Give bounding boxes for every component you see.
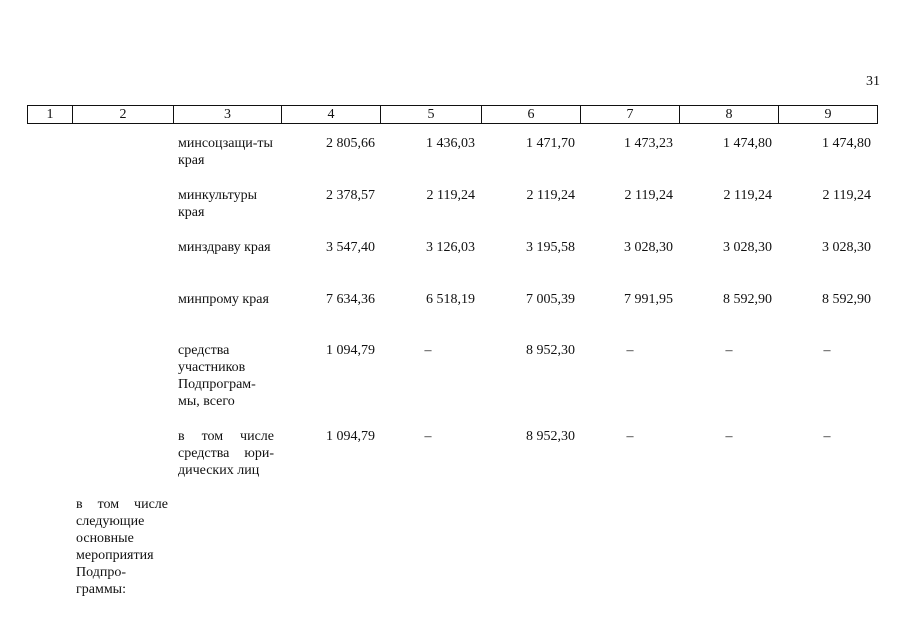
header-col-8: 8 [680, 106, 779, 123]
cell-col-4: 1 094,79 [326, 429, 375, 444]
cell-col-5: 1 436,03 [426, 136, 475, 151]
cell-col-9: 2 119,24 [822, 188, 871, 203]
header-col-6: 6 [482, 106, 581, 123]
cell-col-8: 2 119,24 [723, 188, 772, 203]
cell-col-7: – [626, 343, 634, 358]
cell-col-7: 2 119,24 [624, 188, 673, 203]
cell-col-4: 3 547,40 [326, 240, 375, 255]
cell-col-9: 3 028,30 [822, 240, 871, 255]
cell-col-5: 3 126,03 [426, 240, 475, 255]
cell-col-4: 2 805,66 [326, 136, 375, 151]
row-label: минпрому края [178, 292, 269, 307]
cell-col-7: 1 473,23 [624, 136, 673, 151]
header-col-3: 3 [174, 106, 282, 123]
cell-col-6: 8 952,30 [526, 429, 575, 444]
cell-col-6: 2 119,24 [526, 188, 575, 203]
cell-col-8: 1 474,80 [723, 136, 772, 151]
cell-col-4: 7 634,36 [326, 292, 375, 307]
table-header-row [27, 105, 878, 124]
row-label: минсоцзащи-ты края [178, 136, 273, 168]
cell-col-6: 7 005,39 [526, 292, 575, 307]
header-col-2: 2 [73, 106, 174, 123]
cell-col-7: – [626, 429, 634, 444]
cell-col-5: 6 518,19 [426, 292, 475, 307]
cell-col-5: – [424, 429, 432, 444]
page-number: 31 [866, 74, 880, 89]
cell-col-8: 3 028,30 [723, 240, 772, 255]
cell-col-4: 1 094,79 [326, 343, 375, 358]
cell-col-6: 1 471,70 [526, 136, 575, 151]
row-label: средства участников Подпрограм-мы, всего [178, 343, 256, 409]
section-label: в том числе следующие основные мероприятия Подпро-граммы: [76, 497, 168, 597]
header-col-4: 4 [282, 106, 381, 123]
cell-col-9: – [823, 429, 831, 444]
cell-col-7: 3 028,30 [624, 240, 673, 255]
header-col-7: 7 [581, 106, 680, 123]
cell-col-4: 2 378,57 [326, 188, 375, 203]
header-col-5: 5 [381, 106, 482, 123]
cell-col-7: 7 991,95 [624, 292, 673, 307]
row-label: минкультуры края [178, 188, 258, 220]
cell-col-8: – [725, 343, 733, 358]
header-col-9: 9 [824, 107, 832, 122]
cell-col-8: 8 592,90 [723, 292, 772, 307]
cell-col-9: 1 474,80 [822, 136, 871, 151]
cell-col-9: – [823, 343, 831, 358]
cell-col-5: – [424, 343, 432, 358]
row-label: минздраву края [178, 240, 271, 255]
cell-col-8: – [725, 429, 733, 444]
cell-col-6: 8 952,30 [526, 343, 575, 358]
row-label: в том числе средства юри-дических лиц [178, 429, 274, 478]
header-col-1: 1 [28, 106, 73, 123]
cell-col-9: 8 592,90 [822, 292, 871, 307]
cell-col-5: 2 119,24 [426, 188, 475, 203]
cell-col-6: 3 195,58 [526, 240, 575, 255]
